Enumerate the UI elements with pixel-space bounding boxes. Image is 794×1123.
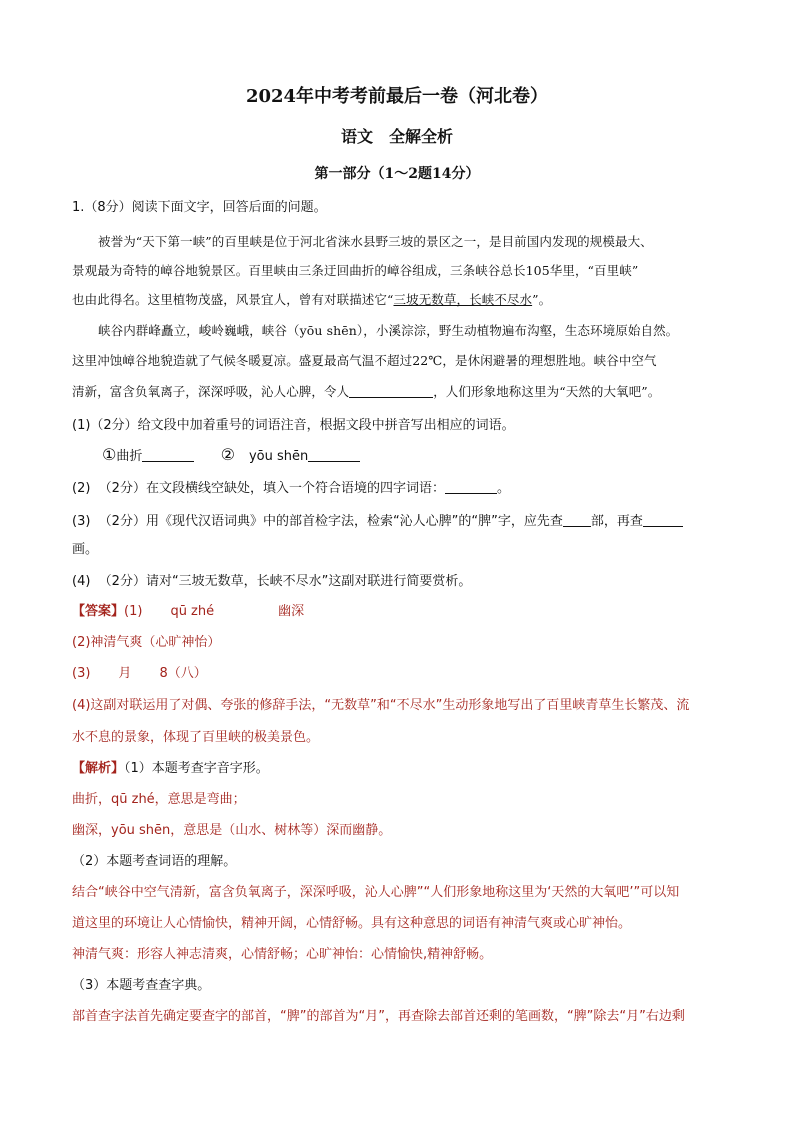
passage-text: ，人们形象地称这里为“天然的大氧吧”。 <box>433 384 661 399</box>
answer-blank <box>643 512 683 527</box>
answer-line-2: (2)神清气爽（心旷神怡） <box>72 635 221 650</box>
passage-p1-line1: 被誉为“天下第一峡”的百里峡是位于河北省涞水县野三坡的景区之一，是目前国内发现的规模最大、 <box>98 234 653 249</box>
answer-value: 8（八） <box>159 666 207 681</box>
answer-blank <box>563 512 591 527</box>
section-heading: 第一部分（1～2题14分） <box>314 166 480 182</box>
passage-text: 清新，富含负氧离子，深深呼吸，沁人心脾，令人 <box>72 384 350 399</box>
answer-line-4: (4)这副对联运用了对偶、夸张的修辞手法，“无数草”和“不尽水”生动形象地写出了百里峡青草生长繁茂、流 <box>72 698 690 713</box>
analysis-label: 【解析】 <box>72 761 125 776</box>
sub-question-1-items <box>102 446 752 466</box>
item-pinyin: yōu shēn <box>248 449 309 464</box>
answer-line-1 <box>72 603 722 621</box>
analysis-line-1 <box>72 760 722 778</box>
analysis-line-2: 曲折，qū zhé，意思是弯曲； <box>72 792 246 807</box>
answer-blank <box>349 383 433 398</box>
page-title: 2024年中考考前最后一卷（河北卷） <box>245 86 549 107</box>
analysis-line-7: 神清气爽：形容人神志清爽，心情舒畅；心旷神怡：心情愉快,精神舒畅。 <box>72 947 493 962</box>
analysis-line-3: 幽深，yōu shēn，意思是（山水、树林等）深而幽静。 <box>72 823 392 838</box>
sub-question-4: (4) （2分）请对“三坡无数草，长峡不尽水”这副对联进行简要赏析。 <box>72 574 472 589</box>
answer-value: 月 <box>118 666 132 681</box>
sub-question-2 <box>72 479 722 498</box>
analysis-line-4: （2）本题考查词语的理解。 <box>72 854 237 869</box>
answer-number: (1) <box>124 604 143 619</box>
item-word: 曲折 <box>116 449 143 464</box>
analysis-line-8: （3）本题考查查字典。 <box>72 978 211 993</box>
underlined-couplet: 三坡无数草，长峡不尽水 <box>393 292 533 307</box>
question-text: (2) （2分）在文段横线空缺处，填入一个符合语境的四字词语： <box>72 481 445 496</box>
passage-p1-line2: 景观最为奇特的嶂谷地貌景区。百里峡由三条迂回曲折的嶂谷组成，三条峡谷总长105华里，“百里峡” <box>72 263 639 278</box>
analysis-line-6: 道这里的环境让人心情愉快，精神开阔，心情舒畅。具有这种意思的词语有神清气爽或心旷神怡。 <box>72 916 632 931</box>
item-number: ① <box>102 445 117 464</box>
answer-value: 幽深 <box>278 604 305 619</box>
question-text: (3) （2分）用《现代汉语词典》中的部首检字法，检索“沁人心脾”的“脾”字，应先查 <box>72 514 563 529</box>
question-1-stem: 1.（8分）阅读下面文字，回答后面的问题。 <box>72 200 327 215</box>
passage-p2-line3 <box>72 383 722 401</box>
analysis-heading: （1）本题考查字音字形。 <box>124 761 269 776</box>
sub-question-1: (1)（2分）给文段中加着重号的词语注音，根据文段中拼音写出相应的词语。 <box>72 418 515 433</box>
answer-value: qū zhé <box>170 604 215 619</box>
page-subtitle: 语文 全解全析 <box>340 127 453 146</box>
answer-blank <box>142 447 194 462</box>
answer-line-3 <box>72 665 722 683</box>
answer-blank <box>308 447 360 462</box>
answer-blank <box>445 479 497 494</box>
answer-number: (3) <box>72 666 91 681</box>
passage-text: 也由此得名。这里植物茂盛，风景宜人，曾有对联描述它“ <box>72 292 394 307</box>
answer-label: 【答案】 <box>72 604 125 619</box>
passage-p1-line3 <box>72 291 722 309</box>
item-number: ② <box>220 445 235 464</box>
passage-p2-line1: 峡谷内群峰矗立，峻岭巍峨，峡谷（yōu shēn），小溪淙淙，野生动植物遍布沟壑，生态环境原始自然。 <box>98 323 679 338</box>
answer-line-5: 水不息的景象，体现了百里峡的极美景色。 <box>72 730 320 745</box>
analysis-line-5: 结合“峡谷中空气清新，富含负氧离子，深深呼吸，沁人心脾”“人们形象地称这里为‘天然的大氧吧’”可以知 <box>72 885 680 900</box>
passage-p2-line2: 这里冲蚀嶂谷地貌造就了气候冬暖夏凉。盛夏最高气温不超过22℃，是休闲避暑的理想胜地。峡谷中空气 <box>72 353 657 368</box>
question-text: 部，再查 <box>590 514 643 529</box>
sub-question-3-cont: 画。 <box>72 542 99 557</box>
analysis-line-9: 部首查字法首先确定要查字的部首，“脾”的部首为“月”，再查除去部首还剩的笔画数，“脾”除去“月”右边剩 <box>72 1009 685 1024</box>
passage-text: ”。 <box>532 292 552 307</box>
question-text: 。 <box>496 481 510 496</box>
sub-question-3 <box>72 512 722 531</box>
